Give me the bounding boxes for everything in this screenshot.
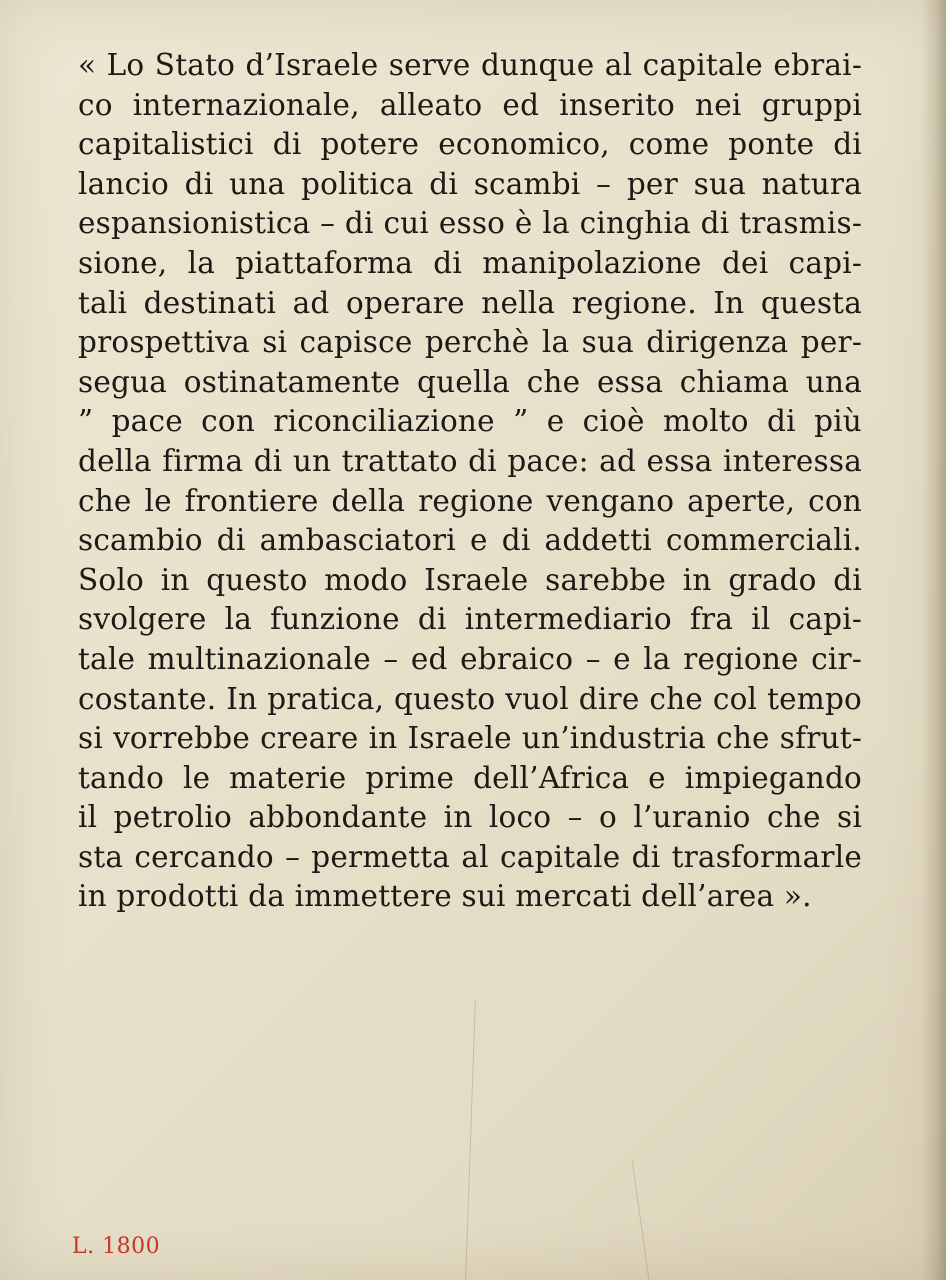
quote-line: « Lo Stato d’Israele serve dunque al capitale ebrai- [78, 48, 862, 82]
quote-line: in prodotti da immettere sui mercati dell’area ». [78, 879, 812, 914]
quote-line: sta cercando – permetta al capitale di trasformarle [78, 839, 862, 874]
back-cover-quote [78, 46, 862, 917]
quote-line: segua ostinatamente quella che essa chiama una [78, 364, 862, 399]
quote-line: il petrolio abbondante in loco – o l’uranio che si [78, 800, 862, 835]
quote-line: Solo in questo modo Israele sarebbe in grado di [78, 562, 862, 597]
cover-edge-shadow [922, 0, 946, 1280]
quote-line: costante. In pratica, questo vuol dire che col tempo [78, 681, 862, 716]
quote-line: co internazionale, alleato ed inserito nei gruppi [78, 87, 862, 122]
quote-line: espansionistica – di cui esso è la cinghia di trasmis- [78, 206, 862, 241]
quote-line: si vorrebbe creare in Israele un’industria che sfrut- [78, 721, 862, 756]
quote-line: lancio di una politica di scambi – per sua natura [78, 166, 862, 201]
quote-line: prospettiva si capisce perchè la sua dirigenza per- [78, 325, 862, 360]
cover-crease [632, 1161, 650, 1280]
price-label: L. 1800 [72, 1234, 161, 1259]
quote-line: tali destinati ad operare nella regione. In questa [78, 285, 862, 320]
quote-line: scambio di ambasciatori e di addetti commerciali. [78, 523, 862, 558]
quote-line: della firma di un trattato di pace: ad essa interessa [78, 443, 862, 478]
quote-line: svolgere la funzione di intermediario fra il capi- [78, 602, 862, 637]
quote-line: che le frontiere della regione vengano aperte, con [78, 483, 862, 518]
cover-crease [465, 1000, 476, 1280]
quote-line: ” pace con riconciliazione ” e cioè molto di più [78, 404, 862, 439]
quote-line: tale multinazionale – ed ebraico – e la regione cir- [78, 641, 862, 676]
quote-line: capitalistici di potere economico, come ponte di [78, 127, 862, 162]
quote-line: sione, la piattaforma di manipolazione dei capi- [78, 245, 862, 280]
quote-line: tando le materie prime dell’Africa e impiegando [78, 760, 862, 795]
